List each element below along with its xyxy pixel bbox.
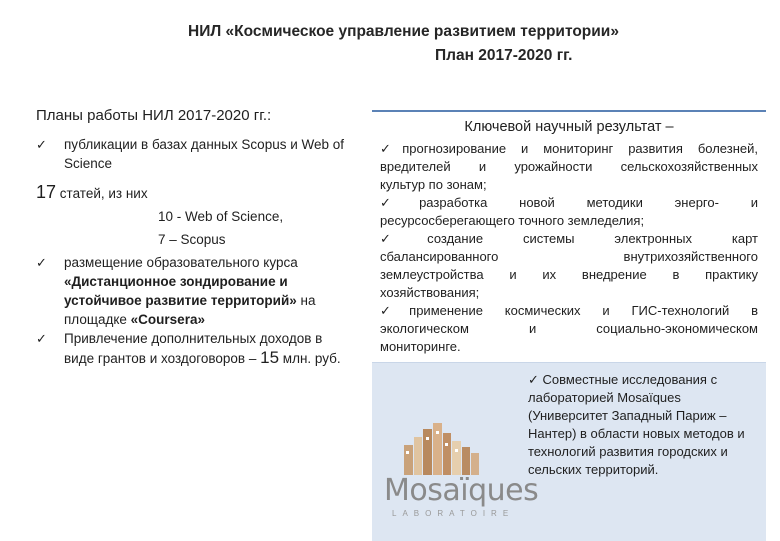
result-line: хозяйствования; [380, 285, 480, 300]
plan-item-publications [36, 135, 352, 173]
check-icon: ✓ [36, 255, 47, 270]
cooperation-panel [372, 362, 766, 541]
result-line: ресурсосберегающего точного земледелия; [380, 213, 645, 228]
articles-text: статей, из них [59, 186, 148, 201]
results-column [372, 110, 766, 541]
logo-subtitle: LABORATOIRE [392, 509, 515, 518]
cooperation-text [528, 371, 760, 479]
result-text: создание системы электронных карт [427, 231, 758, 246]
income-unit: млн. руб. [282, 351, 341, 366]
slide-title [150, 20, 750, 68]
plans-heading: Планы работы НИЛ 2017-2020 гг.: [36, 107, 272, 124]
logo-wordmark: Mosaïques [384, 473, 539, 508]
income-text: Привлечение дополнительных доходов в виде грантов и хоздоговоров – [64, 331, 323, 366]
result-text: применение космических и ГИС-технологий в [409, 303, 758, 318]
wos-number: 10 [158, 209, 174, 224]
check-icon: ✓ [36, 331, 47, 346]
plan-item-course [36, 253, 352, 329]
result-text: разработка новой методики энерго- и [419, 195, 758, 210]
result-line: землеустройства и их внедрение в практику [380, 267, 758, 282]
scopus-label: – Scopus [165, 232, 226, 247]
check-icon: ✓ [380, 231, 428, 246]
title-line-2: План 2017-2020 гг. [435, 47, 573, 64]
plan-item-text: публикации в базах данных Scopus и Web of Science [64, 137, 345, 171]
result-line [380, 194, 758, 212]
course-platform: «Coursera» [130, 312, 205, 327]
plan-item-income [36, 329, 352, 368]
result-line: экологическом и социально-экономическом [380, 321, 758, 336]
check-icon: ✓ [36, 137, 47, 152]
articles-number: 17 [36, 182, 57, 202]
result-text: прогнозирование и мониторинг развития болезней, [402, 141, 758, 156]
wos-count [36, 207, 352, 226]
wos-label: - Web of Science, [173, 209, 284, 224]
result-line: вредителей и урожайности сельскохозяйственных [380, 159, 758, 174]
articles-count [36, 183, 352, 203]
scopus-number: 7 [158, 232, 166, 247]
cooperation-description: Совместные исследования с лабораторией Mosaïques (Университет Западный Париж – Нантер) в области новых методов и технологий развития городских и сельских территорий. [528, 372, 745, 477]
check-icon: ✓ [380, 195, 420, 210]
city-blocks-icon [384, 423, 524, 479]
course-name: «Дистанционное зондирование и устойчивое развитие территорий» [64, 274, 297, 308]
check-icon: ✓ [528, 372, 539, 387]
key-result-box [372, 110, 766, 362]
title-line-1: НИЛ «Космическое управление развитием территории» [188, 23, 619, 40]
course-intro: размещение образовательного курса [64, 255, 298, 270]
key-result-heading: Ключевой научный результат – [464, 119, 674, 135]
result-line: культур по зонам; [380, 177, 487, 192]
result-line [380, 230, 758, 248]
scopus-count [36, 230, 352, 249]
check-icon: ✓ [380, 303, 410, 318]
plans-column [36, 106, 352, 368]
mosaiques-logo [384, 423, 539, 518]
result-line: сбалансированного внутрихозяйственного [380, 249, 758, 264]
check-icon: ✓ [380, 141, 403, 156]
course-platform-label: на площадке [64, 293, 316, 327]
result-line: мониторинге. [380, 339, 461, 354]
result-line [380, 140, 758, 158]
income-amount: 15 [260, 348, 280, 367]
result-line [380, 302, 758, 320]
